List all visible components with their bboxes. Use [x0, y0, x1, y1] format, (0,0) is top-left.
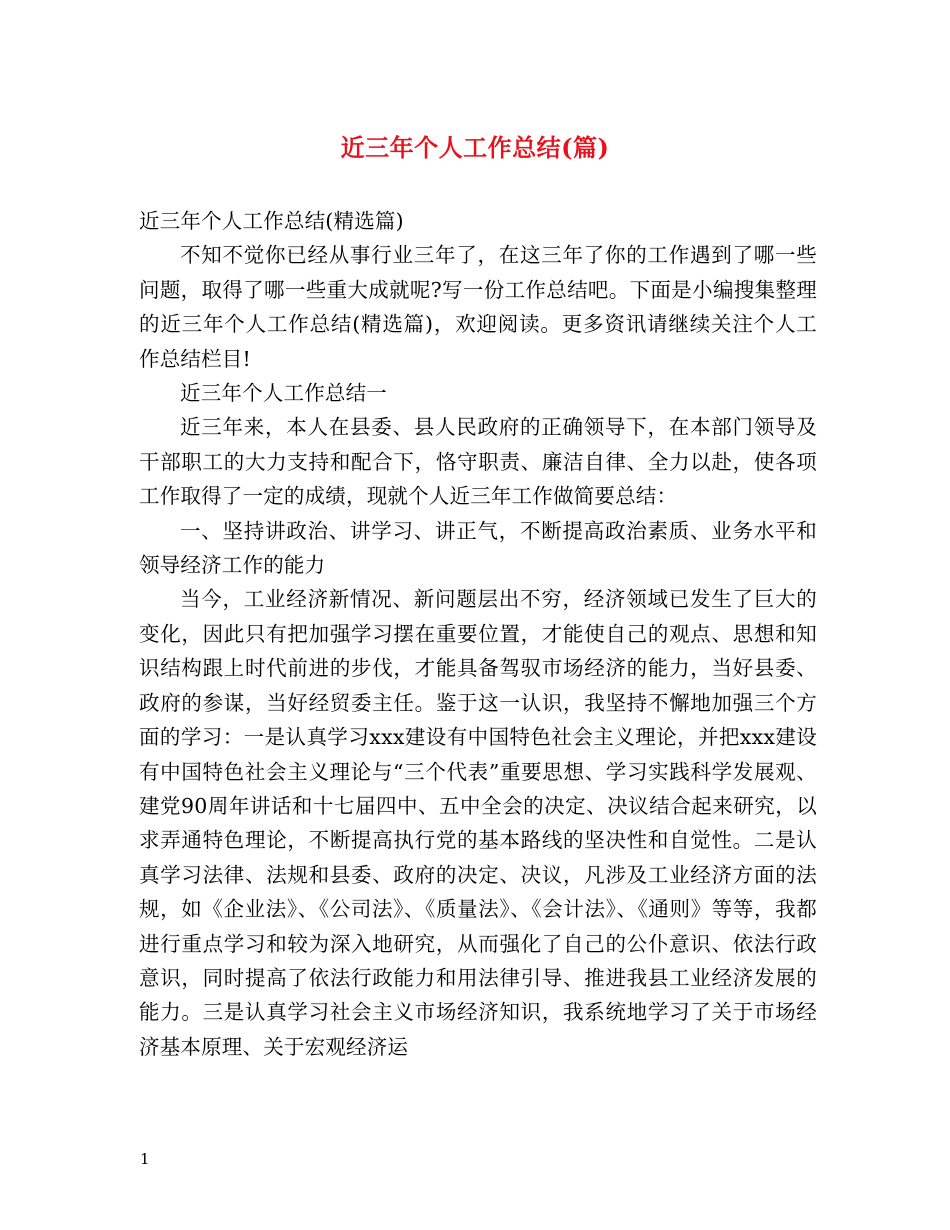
subtitle-paragraph: 近三年个人工作总结(精选篇): [139, 209, 404, 233]
section-heading: 近三年个人工作总结一: [180, 381, 387, 406]
body-paragraph: 当今，工业经济新情况、新问题层出不穷，经济领域已发生了巨大的变化，因此只有把加强学习摆在重要位置，才能使自己的观点、思想和知识结构跟上时代前进的步伐，才能具备驾驭市场经济的能力，当好县委、政府的参谋，当好经贸委主任。鉴于这一认识，我坚持不懈地加强三个方面的学习：一是认真学习xxx建设有中国特色社会主义理论，并把xxx建设有中国特色社会主义理论与“三个代表”重要思想、学习实践科学发展观、建党90周年讲话和十七届四中、五中全会的决定、决议结合起来研究，以求弄通特色理论，不断提高执行党的基本路线的坚决性和自觉性。二是认真学习法律、法规和县委、政府的决定、决议，凡涉及工业经济方面的法规，如《企业法》、《公司法》、《质量法》、《会计法》、《通则》等等，我都进行重点学习和较为深入地研究，从而强化了自己的公仆意识、依法行政意识，同时提高了依法行政能力和用法律引导、推进我县工业经济发展的能力。三是认真学习社会主义市场经济知识，我系统地学习了关于市场经济基本原理、关于宏观经济运: [139, 587, 817, 1059]
summary-paragraph: 近三年来，本人在县委、县人民政府的正确领导下，在本部门领导及干部职工的大力支持和配合下，恪守职责、廉洁自律、全力以赴，使各项工作取得了一定的成绩，现就个人近三年工作做简要总结：: [139, 415, 817, 509]
page-number: 1: [140, 1150, 150, 1168]
point-heading: 一、坚持讲政治、讲学习、讲正气，不断提高政治素质、业务水平和领导经济工作的能力: [139, 518, 817, 578]
document-body: [139, 204, 817, 1064]
document-title: 近三年个人工作总结(篇): [340, 133, 610, 162]
intro-paragraph: 不知不觉你已经从事行业三年了，在这三年了你的工作遇到了哪一些问题，取得了哪一些重大成就呢?写一份工作总结吧。下面是小编搜集整理的近三年个人工作总结(精选篇)，欢迎阅读。更多资讯请继续关注个人工作总结栏目!: [139, 243, 817, 371]
